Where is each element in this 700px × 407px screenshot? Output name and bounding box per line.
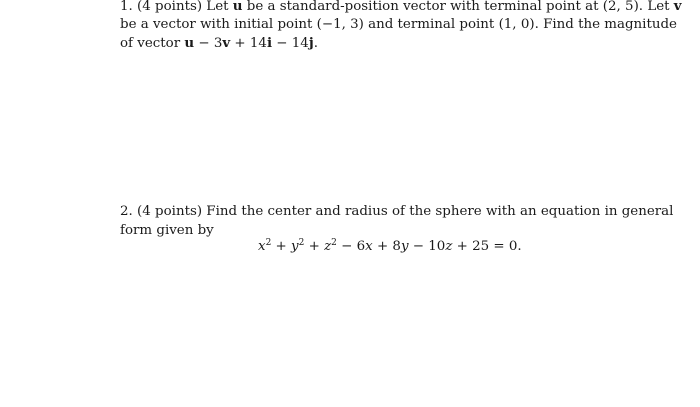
expr-text: + 14	[230, 36, 267, 51]
problem-1-line-2: be a vector with initial point (−1, 3) and terminal point (1, 0). Find the magnitude	[120, 16, 677, 32]
expr-i: i	[266, 35, 273, 51]
problem-1-line-3	[120, 34, 632, 53]
sphere-equation: $x^2 + y^2 + z^2 - 6x + 8y - 10z + 25 = 0$.	[258, 238, 522, 254]
problem-2-line-2: form given by	[120, 222, 214, 238]
expr-text: − 3	[194, 36, 223, 51]
eq-var-x: x	[365, 239, 373, 254]
eq-term: − 6	[336, 239, 366, 254]
eq-exponent: 2	[331, 238, 337, 248]
eq-exponent: 2	[265, 238, 272, 248]
expr-u: u	[184, 35, 195, 51]
expr-v: v	[222, 35, 231, 51]
eq-term: + 8	[372, 239, 401, 254]
eq-exponent: 2	[298, 238, 305, 248]
expr-j: j	[308, 35, 314, 51]
expr-text: .	[313, 36, 318, 51]
problem-1-line-1	[120, 0, 682, 16]
eq-var-z: z	[324, 239, 332, 254]
problem-1	[120, 0, 682, 53]
problem-1-text: be a standard-position vector with terminal point at (2, 5). Let	[242, 0, 674, 14]
vector-v-symbol: v	[673, 0, 682, 14]
eq-term: + 25 = 0.	[452, 239, 522, 254]
vector-u-symbol: u	[232, 0, 243, 14]
problem-2-line-1: 2. (4 points) Find the center and radius of the sphere with an equation in general	[120, 204, 674, 219]
eq-var-z: z	[445, 239, 453, 254]
eq-term: − 10	[408, 239, 446, 254]
eq-var-y: y	[400, 239, 409, 254]
expr-text: − 14	[272, 36, 309, 51]
eq-var-x: x	[258, 239, 266, 254]
problem-1-text: 1. (4 points) Let	[120, 0, 233, 14]
problem-2	[120, 203, 674, 240]
problem-1-text: of vector	[120, 36, 185, 51]
eq-var-y: y	[291, 239, 299, 254]
